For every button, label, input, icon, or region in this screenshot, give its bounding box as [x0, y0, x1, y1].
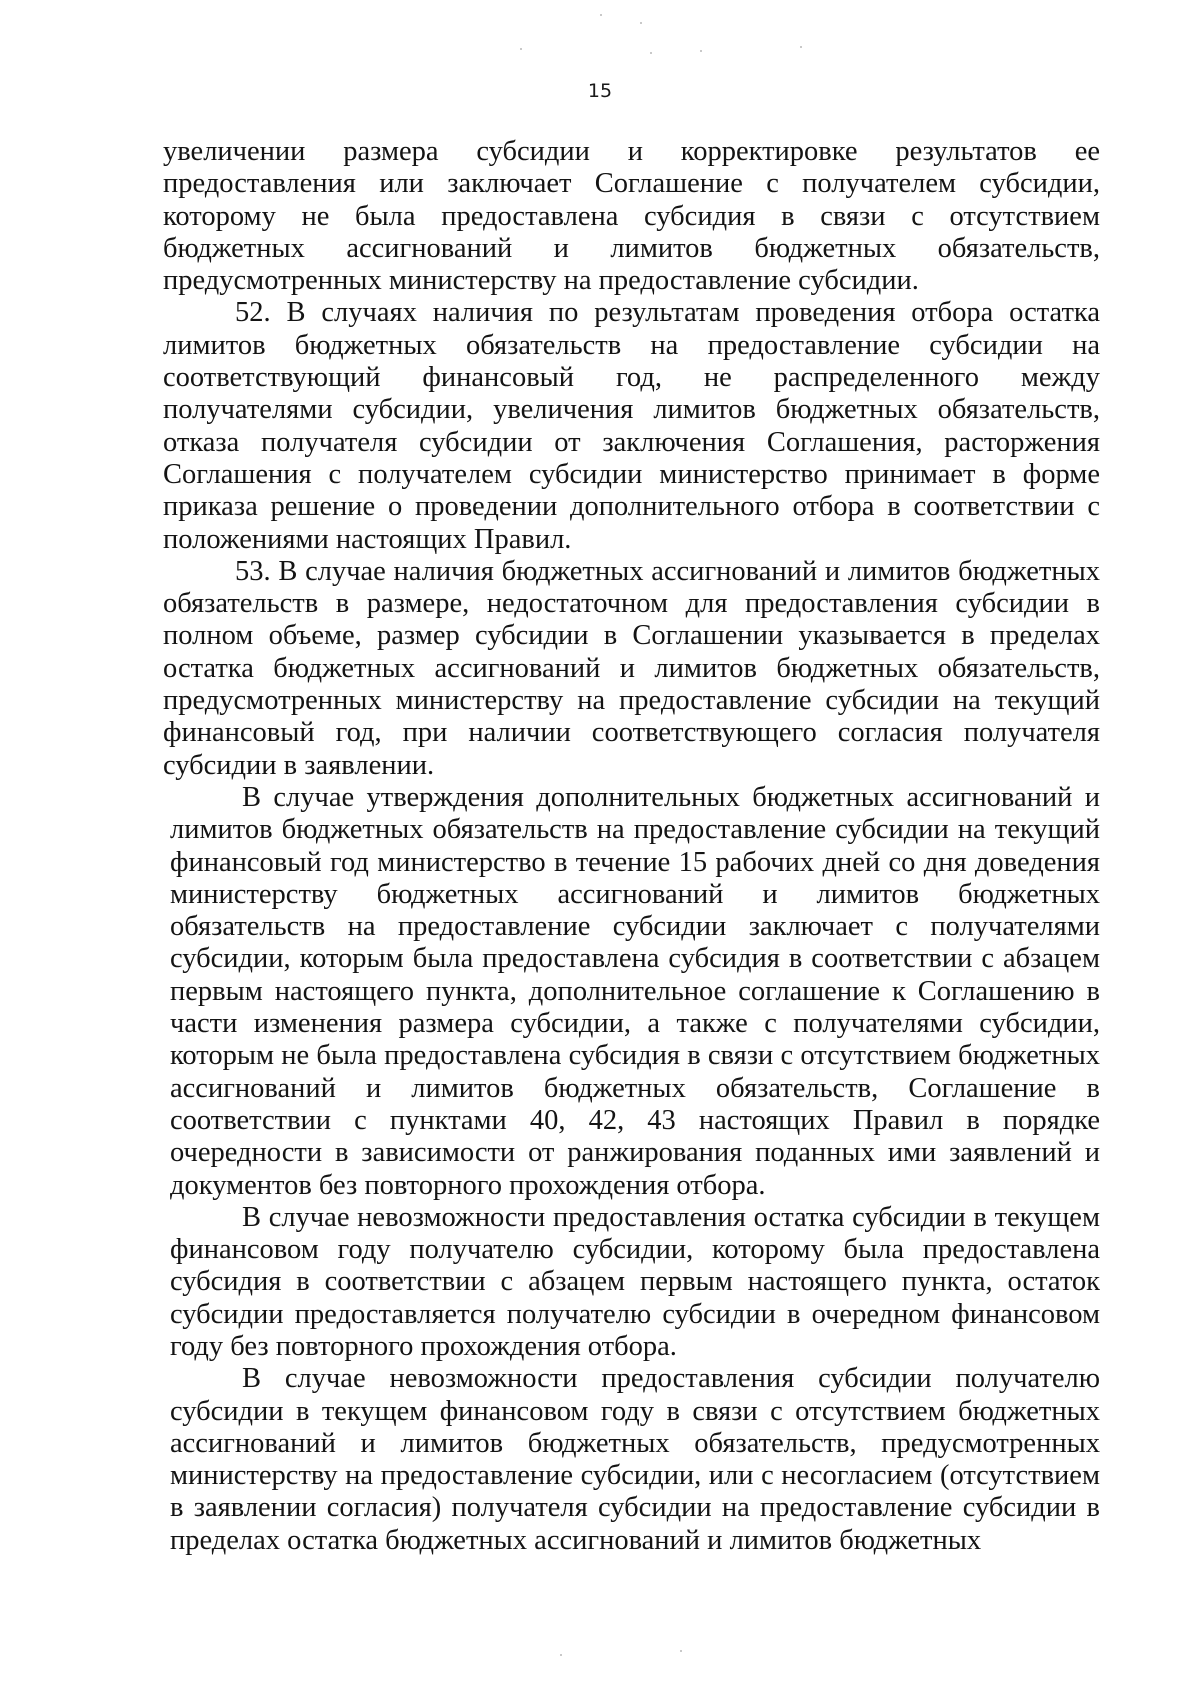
scan-speck: [640, 22, 642, 24]
scan-speck: [680, 1650, 682, 1652]
scan-speck: [800, 46, 802, 48]
paragraph-continuation: увеличении размера субсидии и корректировке результатов ее предоставления или заключает Соглашение с получателем субсидии, которому не была предоставлена субсидия в связи с отсутствием бюджетных ассигнований и лимитов бюджетных обязательств, предусмотренных министерству на предоставление субсидии.: [163, 136, 1100, 297]
paragraph-item-53: 53. В случае наличия бюджетных ассигнований и лимитов бюджетных обязательств в размере, недостаточном для предоставления субсидии в полном объеме, размер субсидии в Соглашении указывается в пределах остатка бюджетных ассигнований и лимитов бюджетных обязательств, предусмотренных министерству на предоставление субсидии на текущий финансовый год, при наличии соответствующего согласия получателя субсидии в заявлении.: [163, 555, 1100, 781]
scan-speck: [700, 50, 702, 52]
scan-speck: [600, 14, 602, 16]
paragraph-additional-allocations: В случае утверждения дополнительных бюджетных ассигнований и лимитов бюджетных обязательств на предоставление субсидии на текущий финансовый год министерство в течение 15 рабочих дней со дня доведения министерству бюджетных ассигнований и лимитов бюджетных обязательств на предоставление субсидии заключает с получателями субсидии, которым была предоставлена субсидия в соответствии с абзацем первым настоящего пункта, дополнительное соглашение к Соглашению в части изменения размера субсидии, а также с получателями субсидии, которым не была предоставлена субсидия в связи с отсутствием бюджетных ассигнований и лимитов бюджетных обязательств, Соглашение в соответствии с пунктами 40, 42, 43 настоящих Правил в порядке очередности в зависимости от ранжирования поданных ими заявлений и документов без повторного прохождения отбора.: [170, 781, 1100, 1201]
scan-speck: [560, 1654, 562, 1656]
scan-speck: [650, 52, 652, 54]
scan-speck: [520, 48, 522, 50]
paragraph-impossibility: В случае невозможности предоставления субсидии получателю субсидии в текущем финансовом году в связи с отсутствием бюджетных ассигнований и лимитов бюджетных обязательств, предусмотренных министерству на предоставление субсидии, или с несогласием (отсутствием в заявлении согласия) получателя субсидии на предоставление субсидии в пределах остатка бюджетных ассигнований и лимитов бюджетных: [170, 1363, 1100, 1556]
page-number: 15: [587, 80, 613, 102]
document-body: [163, 136, 1100, 1557]
paragraph-item-52: 52. В случаях наличия по результатам проведения отбора остатка лимитов бюджетных обязательств на предоставление субсидии на соответствующий финансовый год, не распределенного между получателями субсидии, увеличения лимитов бюджетных обязательств, отказа получателя субсидии от заключения Соглашения, расторжения Соглашения с получателем субсидии министерство принимает в форме приказа решение о проведении дополнительного отбора в соответствии с положениями настоящих Правил.: [163, 297, 1100, 555]
paragraph-remaining-subsidy: В случае невозможности предоставления остатка субсидии в текущем финансовом году получателю субсидии, которому была предоставлена субсидия в соответствии с абзацем первым настоящего пункта, остаток субсидии предоставляется получателю субсидии в очередном финансовом году без повторного прохождения отбора.: [170, 1201, 1100, 1362]
